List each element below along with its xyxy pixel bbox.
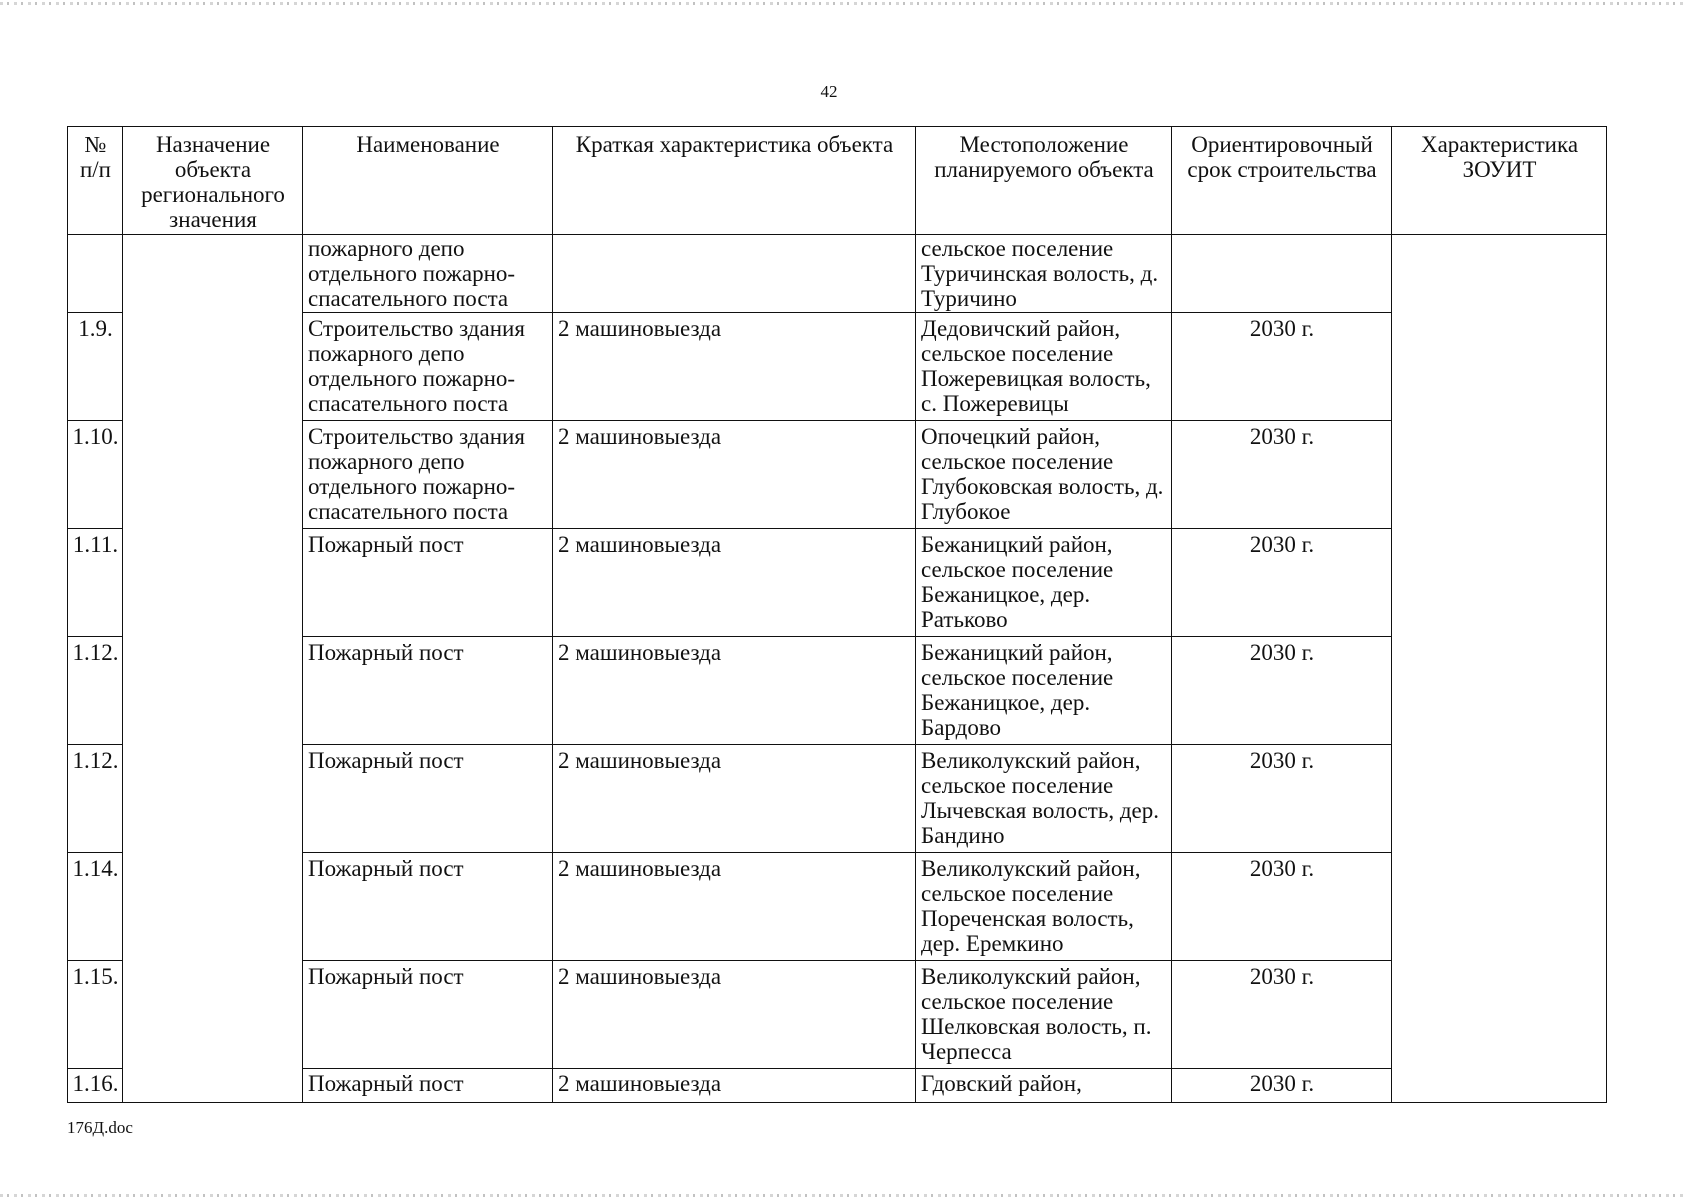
cell-num: 1.12.: [68, 637, 123, 745]
header-desc: Краткая характеристика объекта: [553, 127, 916, 235]
cell-desc: 2 машиновыезда: [553, 961, 916, 1069]
cell-num: 1.11.: [68, 529, 123, 637]
cell-num: 1.10.: [68, 421, 123, 529]
cell-num: [68, 235, 123, 313]
cell-name: Пожарный пост: [303, 529, 553, 637]
header-zouit: Характеристика ЗОУИТ: [1392, 127, 1607, 235]
cell-desc: 2 машиновыезда: [553, 637, 916, 745]
cell-name: пожарного депо отдельного пожарно-спасательного поста: [303, 235, 553, 313]
header-purpose: Назначение объекта регионального значения: [123, 127, 303, 235]
cell-num: 1.9.: [68, 313, 123, 421]
cell-location: Опочецкий район, сельское поселение Глубоковская волость, д. Глубокое: [916, 421, 1172, 529]
cell-purpose-merged: [123, 235, 303, 1103]
cell-location: Бежаницкий район, сельское поселение Бежаницкое, дер. Бардово: [916, 637, 1172, 745]
header-term: Ориентировочный срок строительства: [1172, 127, 1392, 235]
header-location: Местоположение планируемого объекта: [916, 127, 1172, 235]
scan-edge-top: [0, 2, 1686, 5]
cell-desc: 2 машиновыезда: [553, 313, 916, 421]
cell-desc: [553, 235, 916, 313]
scan-edge-bottom: [0, 1194, 1686, 1197]
header-num: № п/п: [68, 127, 123, 235]
cell-name: Пожарный пост: [303, 637, 553, 745]
objects-table: [67, 126, 1607, 1103]
cell-term: 2030 г.: [1172, 1069, 1392, 1103]
cell-zouit-merged: [1392, 235, 1607, 1103]
cell-term: [1172, 235, 1392, 313]
cell-name: Пожарный пост: [303, 1069, 553, 1103]
cell-location: Гдовский район,: [916, 1069, 1172, 1103]
cell-desc: 2 машиновыезда: [553, 421, 916, 529]
cell-name: Строительство здания пожарного депо отдельного пожарно-спасательного поста: [303, 421, 553, 529]
table-row: [68, 235, 1607, 313]
cell-location: Великолукский район, сельское поселение Пореченская волость, дер. Еремкино: [916, 853, 1172, 961]
page-number: 42: [820, 82, 838, 101]
cell-term: 2030 г.: [1172, 313, 1392, 421]
cell-num: 1.15.: [68, 961, 123, 1069]
cell-name: Строительство здания пожарного депо отдельного пожарно-спасательного поста: [303, 313, 553, 421]
cell-location: Великолукский район, сельское поселение Лычевская волость, дер. Бандино: [916, 745, 1172, 853]
cell-term: 2030 г.: [1172, 529, 1392, 637]
cell-desc: 2 машиновыезда: [553, 529, 916, 637]
cell-desc: 2 машиновыезда: [553, 1069, 916, 1103]
cell-location: Бежаницкий район, сельское поселение Бежаницкое, дер. Ратьково: [916, 529, 1172, 637]
cell-term: 2030 г.: [1172, 421, 1392, 529]
header-name: Наименование: [303, 127, 553, 235]
cell-term: 2030 г.: [1172, 961, 1392, 1069]
cell-location: сельское поселение Туричинская волость, д. Туричино: [916, 235, 1172, 313]
cell-num: 1.14.: [68, 853, 123, 961]
cell-term: 2030 г.: [1172, 853, 1392, 961]
cell-term: 2030 г.: [1172, 637, 1392, 745]
cell-name: Пожарный пост: [303, 961, 553, 1069]
footer-file-name: 176Д.doc: [67, 1118, 133, 1137]
cell-name: Пожарный пост: [303, 745, 553, 853]
cell-num: 1.16.: [68, 1069, 123, 1103]
cell-term: 2030 г.: [1172, 745, 1392, 853]
cell-desc: 2 машиновыезда: [553, 745, 916, 853]
table-header-row: [68, 127, 1607, 235]
cell-location: Дедовичский район, сельское поселение Пожеревицкая волость, с. Пожеревицы: [916, 313, 1172, 421]
cell-name: Пожарный пост: [303, 853, 553, 961]
cell-location: Великолукский район, сельское поселение Шелковская волость, п. Черпесса: [916, 961, 1172, 1069]
cell-desc: 2 машиновыезда: [553, 853, 916, 961]
cell-num: 1.12.: [68, 745, 123, 853]
